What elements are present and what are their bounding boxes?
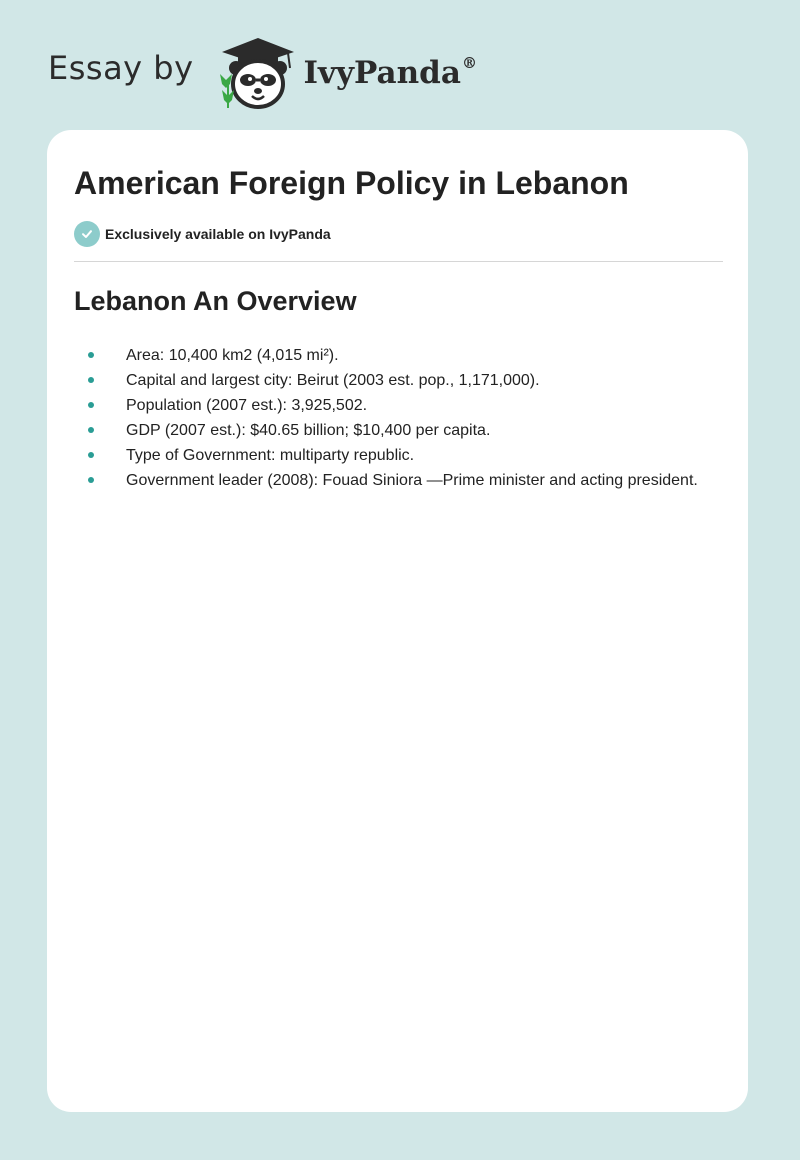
list-item-text: GDP (2007 est.): $40.65 billion; $10,400 per capita. (126, 422, 491, 439)
list-item (74, 393, 734, 418)
exclusive-badge-label: Exclusively available on IvyPanda (105, 226, 331, 242)
divider (74, 261, 723, 262)
brand-name[interactable]: IvyPanda® (303, 53, 477, 91)
list-item (74, 418, 734, 443)
check-icon (74, 221, 100, 247)
bullet-icon (88, 402, 94, 408)
list-item (74, 343, 734, 368)
essay-card (47, 130, 748, 1112)
list-item-text: Type of Government: multiparty republic. (126, 447, 415, 464)
essay-by-label: Essay by (48, 49, 194, 87)
list-item (74, 368, 734, 393)
list-item (74, 443, 734, 468)
list-item (74, 468, 734, 493)
list-item-text: Capital and largest city: Beirut (2003 est. pop., 1,171,000). (126, 372, 540, 389)
panda-graduate-logo-icon[interactable] (208, 32, 300, 112)
list-item-text: Area: 10,400 km2 (4,015 mi²). (126, 347, 339, 364)
exclusive-badge (74, 221, 331, 247)
list-item-text: Population (2007 est.): 3,925,502. (126, 397, 368, 414)
list-item-text: Government leader (2008): Fouad Siniora —Prime minister and acting president. (126, 472, 698, 489)
bullet-icon (88, 352, 94, 358)
section-heading: Lebanon An Overview (74, 286, 357, 316)
bullet-icon (88, 452, 94, 458)
bullet-icon (88, 427, 94, 433)
site-header (48, 32, 477, 112)
bullet-icon (88, 477, 94, 483)
page-title: American Foreign Policy in Lebanon (74, 165, 629, 201)
fact-list (74, 343, 734, 493)
bullet-icon (88, 377, 94, 383)
